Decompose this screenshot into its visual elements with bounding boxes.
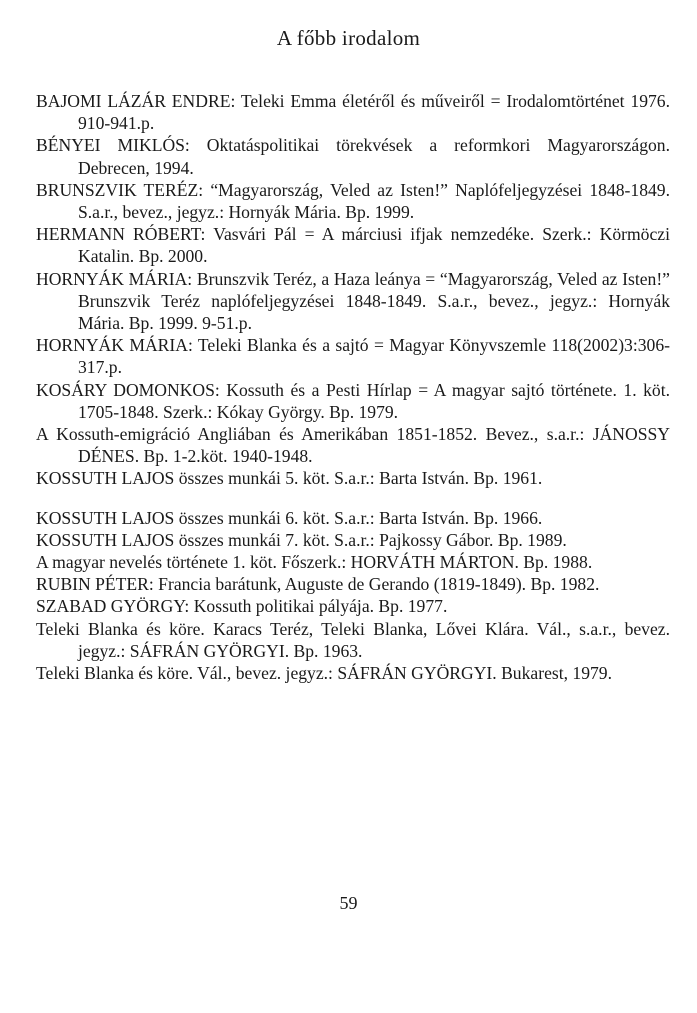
bibliography-entry: BAJOMI LÁZÁR ENDRE: Teleki Emma életéről és műveiről = Irodalomtörténet 1976. 910-941.p. [36, 91, 670, 134]
running-head-title: A főbb irodalom [276, 26, 421, 50]
bibliography-entry: RUBIN PÉTER: Francia barátunk, Auguste de Gerando (1819-1849). Bp. 1982. [36, 574, 600, 595]
bibliography-entry: Teleki Blanka és köre. Vál., bevez. jegyz.: SÁFRÁN GYÖRGYI. Bukarest, 1979. [36, 663, 612, 684]
bibliography-entry: KOSSUTH LAJOS összes munkái 7. köt. S.a.r.: Pajkossy Gábor. Bp. 1989. [36, 529, 567, 550]
bibliography-entry: BRUNSZVIK TERÉZ: “Magyarország, Veled az Isten!” Naplófeljegyzései 1848-1849. S.a.r., bevez., jegyz.: Hornyák Mária. Bp. 1999. [36, 179, 670, 223]
bibliography-list [36, 90, 670, 684]
bibliography-entry: BÉNYEI MIKLÓS: Oktatáspolitikai törekvések a reformkori Magyarországon. Debrecen, 1994. [36, 135, 670, 178]
bibliography-entry: HERMANN RÓBERT: Vasvári Pál = A márciusi ifjak nemzedéke. Szerk.: Körmöczi Katalin. Bp. 2000. [36, 224, 670, 267]
bibliography-entry: HORNYÁK MÁRIA: Brunszvik Teréz, a Haza leánya = “Magyarország, Veled az Isten!” Brunszvik Teréz naplófeljegyzései 1848-1849. S.a.r., bevez., jegyz.: Hornyák Mária. Bp. 1999. 9-51.p. [36, 268, 670, 334]
page-number: 59 [339, 893, 358, 913]
bibliography-entry: Teleki Blanka és köre. Karacs Teréz, Teleki Blanka, Lővei Klára. Vál., s.a.r., bevez. jegyz.: SÁFRÁN GYÖRGYI. Bp. 1963. [36, 618, 670, 661]
bibliography-entry: A magyar nevelés története 1. köt. Főszerk.: HORVÁTH MÁRTON. Bp. 1988. [36, 552, 593, 573]
bibliography-entry: KOSÁRY DOMONKOS: Kossuth és a Pesti Hírlap = A magyar sajtó története. 1. köt. 1705-1848. Szerk.: Kókay György. Bp. 1979. [36, 379, 670, 422]
bibliography-entry: SZABAD GYÖRGY: Kossuth politikai pályája. Bp. 1977. [36, 596, 448, 617]
bibliography-entry: A Kossuth-emigráció Angliában és Amerikában 1851-1852. Bevez., s.a.r.: JÁNOSSY DÉNES. Bp. 1-2.köt. 1940-1948. [36, 424, 670, 467]
bibliography-entry: HORNYÁK MÁRIA: Teleki Blanka és a sajtó = Magyar Könyvszemle 118(2002)3:306-317.p. [36, 335, 670, 378]
bibliography-entry: KOSSUTH LAJOS összes munkái 5. köt. S.a.r.: Barta István. Bp. 1961. [36, 468, 543, 489]
bibliography-entry: KOSSUTH LAJOS összes munkái 6. köt. S.a.r.: Barta István. Bp. 1966. [36, 507, 543, 528]
